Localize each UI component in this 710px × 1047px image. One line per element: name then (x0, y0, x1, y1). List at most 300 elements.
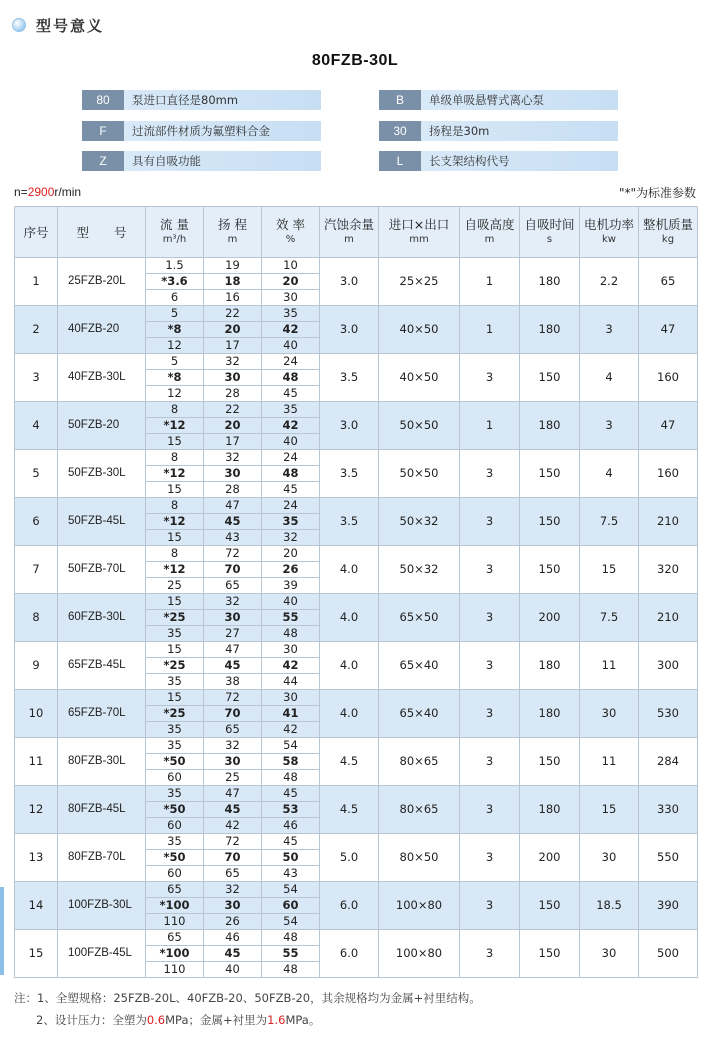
row-number: 5 (15, 450, 58, 498)
flow-cell: *3.6 (146, 274, 204, 290)
table-row (15, 690, 698, 706)
flow-cell: 35 (146, 626, 204, 642)
suction-time-cell: 150 (520, 498, 580, 546)
efficiency-cell: 30 (262, 690, 320, 706)
motor-power-cell: 11 (580, 642, 639, 690)
head-cell: 30 (204, 754, 262, 770)
column-header-title: 电机功率 (583, 217, 634, 232)
speed-prefix: n= (14, 185, 28, 199)
column-header-title: 扬 程 (218, 217, 247, 232)
head-cell: 17 (204, 434, 262, 450)
efficiency-cell: 20 (262, 274, 320, 290)
note-line-2 (14, 1009, 481, 1031)
row-number: 6 (15, 498, 58, 546)
flow-cell: *25 (146, 610, 204, 626)
efficiency-cell: 45 (262, 786, 320, 802)
flow-cell: 8 (146, 402, 204, 418)
column-header (146, 207, 204, 258)
suction-height-cell: 3 (460, 882, 520, 930)
table-row (15, 306, 698, 322)
suction-time-cell: 150 (520, 882, 580, 930)
npsh-cell: 3.0 (320, 258, 379, 306)
suction-height-cell: 3 (460, 498, 520, 546)
table-row (15, 738, 698, 754)
suction-height-cell: 3 (460, 738, 520, 786)
legend-row (82, 151, 622, 171)
efficiency-cell: 46 (262, 818, 320, 834)
efficiency-cell: 35 (262, 306, 320, 322)
suction-time-cell: 180 (520, 642, 580, 690)
legend-code: 80 (82, 90, 124, 110)
suction-height-cell: 3 (460, 354, 520, 402)
npsh-cell: 3.5 (320, 354, 379, 402)
flow-cell: 65 (146, 930, 204, 946)
column-header (262, 207, 320, 258)
npsh-cell: 4.5 (320, 786, 379, 834)
suction-time-cell: 150 (520, 354, 580, 402)
flow-cell: *50 (146, 850, 204, 866)
model-cell: 100FZB-45L (58, 930, 146, 978)
head-cell: 20 (204, 322, 262, 338)
port-cell: 25×25 (379, 258, 460, 306)
npsh-cell: 3.5 (320, 498, 379, 546)
head-cell: 30 (204, 370, 262, 386)
speed-value: 2900 (27, 185, 55, 199)
row-number: 11 (15, 738, 58, 786)
motor-power-cell: 4 (580, 450, 639, 498)
efficiency-cell: 30 (262, 642, 320, 658)
port-cell: 40×50 (379, 306, 460, 354)
port-cell: 80×65 (379, 738, 460, 786)
head-cell: 47 (204, 786, 262, 802)
model-cell: 65FZB-70L (58, 690, 146, 738)
efficiency-cell: 24 (262, 498, 320, 514)
table-body (15, 258, 698, 978)
flow-cell: *25 (146, 658, 204, 674)
suction-time-cell: 150 (520, 738, 580, 786)
legend-desc: 过流部件材质为氟塑料合金 (124, 121, 321, 141)
model-cell: 40FZB-30L (58, 354, 146, 402)
efficiency-cell: 54 (262, 738, 320, 754)
column-header-unit: m (227, 234, 238, 245)
efficiency-cell: 45 (262, 386, 320, 402)
head-cell: 32 (204, 594, 262, 610)
flow-cell: 15 (146, 434, 204, 450)
mass-cell: 500 (639, 930, 698, 978)
notes (14, 987, 481, 1031)
motor-power-cell: 4 (580, 354, 639, 402)
column-header-unit: mm (409, 234, 429, 245)
column-header-unit: s (546, 234, 553, 245)
suction-time-cell: 150 (520, 930, 580, 978)
suction-time-cell: 200 (520, 834, 580, 882)
efficiency-cell: 44 (262, 674, 320, 690)
flow-cell: 8 (146, 450, 204, 466)
suction-height-cell: 3 (460, 786, 520, 834)
flow-cell: 5 (146, 354, 204, 370)
table-row (15, 882, 698, 898)
efficiency-cell: 55 (262, 946, 320, 962)
suction-height-cell: 3 (460, 930, 520, 978)
column-header-title: 序号 (23, 224, 49, 240)
npsh-cell: 6.0 (320, 930, 379, 978)
flow-cell: 15 (146, 642, 204, 658)
head-cell: 30 (204, 898, 262, 914)
legend-desc: 具有自吸功能 (124, 151, 321, 171)
column-header (15, 207, 58, 258)
legend-desc: 扬程是30m (421, 121, 618, 141)
head-cell: 65 (204, 722, 262, 738)
motor-power-cell: 11 (580, 738, 639, 786)
head-cell: 32 (204, 738, 262, 754)
efficiency-cell: 39 (262, 578, 320, 594)
efficiency-cell: 10 (262, 258, 320, 274)
head-cell: 70 (204, 706, 262, 722)
flow-cell: 35 (146, 738, 204, 754)
row-number: 1 (15, 258, 58, 306)
legend-code: Z (82, 151, 124, 171)
column-header (58, 207, 146, 258)
legend-item (379, 90, 618, 110)
efficiency-cell: 54 (262, 882, 320, 898)
column-header-unit: m³/h (162, 234, 187, 245)
mass-cell: 160 (639, 354, 698, 402)
flow-cell: *50 (146, 754, 204, 770)
flow-cell: 35 (146, 786, 204, 802)
mass-cell: 210 (639, 498, 698, 546)
model-cell: 65FZB-45L (58, 642, 146, 690)
column-header-title: 自吸时间 (524, 217, 575, 232)
port-cell: 50×50 (379, 402, 460, 450)
flow-cell: 5 (146, 306, 204, 322)
table-row (15, 498, 698, 514)
mass-cell: 300 (639, 642, 698, 690)
suction-height-cell: 3 (460, 450, 520, 498)
efficiency-cell: 50 (262, 850, 320, 866)
npsh-cell: 4.0 (320, 642, 379, 690)
suction-height-cell: 3 (460, 594, 520, 642)
flow-cell: 35 (146, 834, 204, 850)
efficiency-cell: 35 (262, 402, 320, 418)
flow-cell: 60 (146, 770, 204, 786)
efficiency-cell: 26 (262, 562, 320, 578)
mass-cell: 47 (639, 402, 698, 450)
suction-height-cell: 1 (460, 306, 520, 354)
model-cell: 50FZB-70L (58, 546, 146, 594)
npsh-cell: 3.0 (320, 306, 379, 354)
head-cell: 32 (204, 882, 262, 898)
efficiency-cell: 53 (262, 802, 320, 818)
port-cell: 50×32 (379, 546, 460, 594)
legend-row (82, 90, 622, 110)
flow-cell: *25 (146, 706, 204, 722)
flow-cell: 1.5 (146, 258, 204, 274)
suction-height-cell: 3 (460, 546, 520, 594)
mass-cell: 330 (639, 786, 698, 834)
port-cell: 65×50 (379, 594, 460, 642)
suction-time-cell: 150 (520, 546, 580, 594)
flow-cell: *12 (146, 514, 204, 530)
legend-code: L (379, 151, 421, 171)
head-cell: 17 (204, 338, 262, 354)
note-pressure-metal: 1.6 (267, 1013, 286, 1027)
model-cell: 50FZB-30L (58, 450, 146, 498)
column-header-title: 汽蚀余量 (323, 217, 374, 232)
head-cell: 25 (204, 770, 262, 786)
port-cell: 80×65 (379, 786, 460, 834)
mass-cell: 210 (639, 594, 698, 642)
flow-cell: 12 (146, 338, 204, 354)
flow-cell: *100 (146, 946, 204, 962)
efficiency-cell: 48 (262, 770, 320, 786)
head-cell: 70 (204, 562, 262, 578)
head-cell: 70 (204, 850, 262, 866)
row-number: 12 (15, 786, 58, 834)
column-header (460, 207, 520, 258)
npsh-cell: 3.5 (320, 450, 379, 498)
flow-cell: 35 (146, 722, 204, 738)
suction-time-cell: 150 (520, 450, 580, 498)
efficiency-cell: 40 (262, 338, 320, 354)
head-cell: 19 (204, 258, 262, 274)
port-cell: 50×32 (379, 498, 460, 546)
efficiency-cell: 48 (262, 930, 320, 946)
model-cell: 40FZB-20 (58, 306, 146, 354)
model-cell: 50FZB-45L (58, 498, 146, 546)
motor-power-cell: 30 (580, 930, 639, 978)
flow-cell: *12 (146, 562, 204, 578)
bullet-icon (12, 18, 26, 32)
motor-power-cell: 15 (580, 546, 639, 594)
mass-cell: 47 (639, 306, 698, 354)
npsh-cell: 4.0 (320, 594, 379, 642)
head-cell: 30 (204, 466, 262, 482)
efficiency-cell: 55 (262, 610, 320, 626)
column-header-unit: % (285, 234, 296, 245)
legend-item (82, 121, 321, 141)
efficiency-cell: 58 (262, 754, 320, 770)
row-number: 8 (15, 594, 58, 642)
head-cell: 16 (204, 290, 262, 306)
motor-power-cell: 7.5 (580, 498, 639, 546)
head-cell: 45 (204, 946, 262, 962)
mass-cell: 160 (639, 450, 698, 498)
suction-time-cell: 200 (520, 594, 580, 642)
row-number: 2 (15, 306, 58, 354)
motor-power-cell: 30 (580, 834, 639, 882)
efficiency-cell: 42 (262, 418, 320, 434)
port-cell: 100×80 (379, 930, 460, 978)
legend-desc: 单级单吸悬臂式离心泵 (421, 90, 618, 110)
head-cell: 22 (204, 306, 262, 322)
flow-cell: 110 (146, 914, 204, 930)
head-cell: 32 (204, 450, 262, 466)
flow-cell: 15 (146, 594, 204, 610)
flow-cell: 110 (146, 962, 204, 978)
head-cell: 32 (204, 354, 262, 370)
column-header-title: 整机质量 (642, 217, 693, 232)
efficiency-cell: 43 (262, 866, 320, 882)
efficiency-cell: 32 (262, 530, 320, 546)
mass-cell: 550 (639, 834, 698, 882)
npsh-cell: 3.0 (320, 402, 379, 450)
flow-cell: *12 (146, 418, 204, 434)
table-row (15, 258, 698, 274)
npsh-cell: 5.0 (320, 834, 379, 882)
model-cell: 50FZB-20 (58, 402, 146, 450)
model-cell: 60FZB-30L (58, 594, 146, 642)
flow-cell: 6 (146, 290, 204, 306)
head-cell: 43 (204, 530, 262, 546)
suction-height-cell: 3 (460, 642, 520, 690)
port-cell: 65×40 (379, 690, 460, 738)
efficiency-cell: 42 (262, 658, 320, 674)
port-cell: 50×50 (379, 450, 460, 498)
column-header-title: 进口×出口 (388, 217, 450, 232)
legend-desc: 泵进口直径是80mm (124, 90, 321, 110)
motor-power-cell: 3 (580, 306, 639, 354)
head-cell: 26 (204, 914, 262, 930)
npsh-cell: 6.0 (320, 882, 379, 930)
row-number: 4 (15, 402, 58, 450)
column-header-unit: kw (602, 234, 616, 245)
model-cell: 25FZB-20L (58, 258, 146, 306)
efficiency-cell: 20 (262, 546, 320, 562)
efficiency-cell: 60 (262, 898, 320, 914)
head-cell: 65 (204, 578, 262, 594)
column-header-unit: m (344, 234, 354, 245)
efficiency-cell: 24 (262, 450, 320, 466)
column-header-unit: kg (661, 234, 675, 245)
suction-time-cell: 180 (520, 258, 580, 306)
efficiency-cell: 42 (262, 322, 320, 338)
suction-height-cell: 1 (460, 402, 520, 450)
row-number: 7 (15, 546, 58, 594)
table-row (15, 402, 698, 418)
efficiency-cell: 48 (262, 626, 320, 642)
suction-time-cell: 180 (520, 402, 580, 450)
head-cell: 30 (204, 610, 262, 626)
head-cell: 40 (204, 962, 262, 978)
port-cell: 65×40 (379, 642, 460, 690)
table-row (15, 642, 698, 658)
column-header (320, 207, 379, 258)
motor-power-cell: 3 (580, 402, 639, 450)
efficiency-cell: 48 (262, 466, 320, 482)
head-cell: 22 (204, 402, 262, 418)
head-cell: 47 (204, 498, 262, 514)
note-text: 2、设计压力：全塑为 (36, 1013, 147, 1027)
column-header-title: 效 率 (276, 217, 305, 232)
legend-item (82, 90, 321, 110)
table-row (15, 546, 698, 562)
port-cell: 80×50 (379, 834, 460, 882)
npsh-cell: 4.0 (320, 690, 379, 738)
legend-code: F (82, 121, 124, 141)
head-cell: 47 (204, 642, 262, 658)
column-header (520, 207, 580, 258)
table-row (15, 594, 698, 610)
column-header-title: 自吸高度 (464, 217, 515, 232)
efficiency-cell: 30 (262, 290, 320, 306)
section-title: 型号意义 (36, 16, 105, 35)
efficiency-cell: 40 (262, 594, 320, 610)
left-accent-bar (0, 887, 4, 975)
efficiency-cell: 40 (262, 434, 320, 450)
motor-power-cell: 15 (580, 786, 639, 834)
motor-power-cell: 30 (580, 690, 639, 738)
table-row (15, 834, 698, 850)
mass-cell: 320 (639, 546, 698, 594)
head-cell: 45 (204, 514, 262, 530)
column-header-title: 流 量 (160, 217, 189, 232)
efficiency-cell: 24 (262, 354, 320, 370)
head-cell: 18 (204, 274, 262, 290)
efficiency-cell: 54 (262, 914, 320, 930)
table-row (15, 930, 698, 946)
mass-cell: 65 (639, 258, 698, 306)
flow-cell: 35 (146, 674, 204, 690)
efficiency-cell: 45 (262, 482, 320, 498)
column-header (204, 207, 262, 258)
npsh-cell: 4.0 (320, 546, 379, 594)
row-number: 13 (15, 834, 58, 882)
flow-cell: *50 (146, 802, 204, 818)
motor-power-cell: 7.5 (580, 594, 639, 642)
suction-time-cell: 180 (520, 786, 580, 834)
head-cell: 72 (204, 546, 262, 562)
flow-cell: 25 (146, 578, 204, 594)
row-number: 15 (15, 930, 58, 978)
mass-cell: 390 (639, 882, 698, 930)
port-cell: 40×50 (379, 354, 460, 402)
spec-table (14, 206, 698, 978)
npsh-cell: 4.5 (320, 738, 379, 786)
flow-cell: 15 (146, 690, 204, 706)
table-header-row (15, 207, 698, 258)
efficiency-cell: 45 (262, 834, 320, 850)
flow-cell: 15 (146, 482, 204, 498)
head-cell: 28 (204, 386, 262, 402)
standard-note: "*"为标准参数 (618, 186, 696, 200)
column-header-title: 型 号 (76, 224, 127, 240)
row-number: 9 (15, 642, 58, 690)
head-cell: 27 (204, 626, 262, 642)
efficiency-cell: 41 (262, 706, 320, 722)
port-cell: 100×80 (379, 882, 460, 930)
head-cell: 72 (204, 834, 262, 850)
row-number: 3 (15, 354, 58, 402)
note-text: MPa；金属+衬里为 (165, 1013, 268, 1027)
head-cell: 20 (204, 418, 262, 434)
flow-cell: 12 (146, 386, 204, 402)
flow-cell: 8 (146, 498, 204, 514)
head-cell: 28 (204, 482, 262, 498)
flow-cell: 60 (146, 818, 204, 834)
suction-time-cell: 180 (520, 306, 580, 354)
column-header-unit: m (484, 234, 495, 245)
table-row (15, 786, 698, 802)
efficiency-cell: 35 (262, 514, 320, 530)
mass-cell: 284 (639, 738, 698, 786)
suction-height-cell: 3 (460, 834, 520, 882)
head-cell: 46 (204, 930, 262, 946)
model-cell: 100FZB-30L (58, 882, 146, 930)
flow-cell: *12 (146, 466, 204, 482)
note-line-1: 注：1、全塑规格：25FZB-20L、40FZB-20、50FZB-20，其余规格均为金属+衬里结构。 (14, 991, 481, 1005)
model-cell: 80FZB-70L (58, 834, 146, 882)
head-cell: 38 (204, 674, 262, 690)
